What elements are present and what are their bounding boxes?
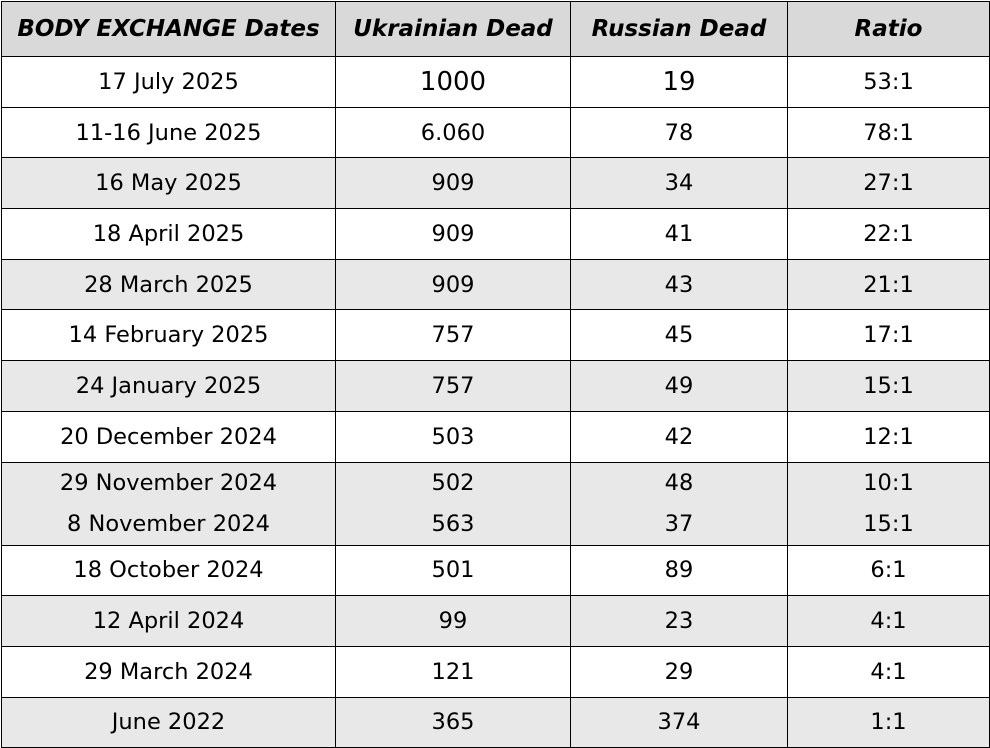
cell-russian: 43 [571,259,788,310]
table-row-merged [2,462,990,545]
cell-ratio: 1:1 [788,697,990,748]
cell-ukrainian: 909 [336,158,571,209]
cell-date: 29 March 2024 [2,646,336,697]
table-row [2,646,990,697]
cell-ratio: 17:1 [788,310,990,361]
cell-ratio: 27:1 [788,158,990,209]
table-row [2,697,990,748]
cell-russian: 41 [571,209,788,260]
cell-ukrainian: 757 [336,310,571,361]
cell-russian: 49 [571,361,788,412]
cell-russian: 19 [571,57,788,108]
cell-date: 20 December 2024 [2,411,336,462]
table-row [2,259,990,310]
cell-date: June 2022 [2,697,336,748]
cell-russian: 89 [571,545,788,596]
cell-russian: 374 [571,697,788,748]
cell-ukrainian: 99 [336,596,571,647]
cell-ukrainian [336,462,571,545]
cell-ukrainian: 501 [336,545,571,596]
cell-ratio: 78:1 [788,107,990,158]
table-header-row [2,2,990,57]
cell-ukrainian: 909 [336,259,571,310]
cell-ukrainian-line: 563 [431,510,475,537]
header-ukrainian-dead: Ukrainian Dead [336,2,571,57]
table-row [2,411,990,462]
table-row [2,596,990,647]
cell-ukrainian: 6.060 [336,107,571,158]
cell-russian: 42 [571,411,788,462]
cell-russian [571,462,788,545]
cell-ukrainian: 909 [336,209,571,260]
table-row [2,310,990,361]
body-exchange-table [1,1,990,748]
cell-date: 12 April 2024 [2,596,336,647]
cell-ratio: 6:1 [788,545,990,596]
cell-ratio [788,462,990,545]
table-row [2,545,990,596]
cell-ratio: 22:1 [788,209,990,260]
table-row [2,107,990,158]
cell-ukrainian-line: 502 [431,469,475,496]
cell-ratio: 12:1 [788,411,990,462]
cell-ratio-line: 10:1 [863,469,914,496]
table-row [2,158,990,209]
cell-ukrainian: 121 [336,646,571,697]
cell-date: 18 October 2024 [2,545,336,596]
cell-date: 14 February 2025 [2,310,336,361]
cell-ratio-line: 15:1 [863,510,914,537]
cell-date: 11-16 June 2025 [2,107,336,158]
cell-ratio: 4:1 [788,596,990,647]
cell-russian-line: 37 [664,510,694,537]
cell-date [2,462,336,545]
cell-ukrainian: 1000 [336,57,571,108]
cell-ratio: 21:1 [788,259,990,310]
header-dates: BODY EXCHANGE Dates [2,2,336,57]
cell-ratio: 4:1 [788,646,990,697]
table-row [2,57,990,108]
cell-date-line: 29 November 2024 [59,469,278,496]
cell-ratio: 15:1 [788,361,990,412]
cell-ukrainian: 365 [336,697,571,748]
cell-russian: 29 [571,646,788,697]
cell-date: 16 May 2025 [2,158,336,209]
cell-russian-line: 48 [664,469,694,496]
cell-date: 18 April 2025 [2,209,336,260]
cell-date: 17 July 2025 [2,57,336,108]
cell-ratio: 53:1 [788,57,990,108]
cell-ukrainian: 503 [336,411,571,462]
cell-date: 28 March 2025 [2,259,336,310]
header-ratio: Ratio [788,2,990,57]
cell-russian: 45 [571,310,788,361]
cell-russian: 34 [571,158,788,209]
cell-russian: 23 [571,596,788,647]
table-row [2,361,990,412]
table-row [2,209,990,260]
cell-date-line: 8 November 2024 [67,510,270,537]
cell-date: 24 January 2025 [2,361,336,412]
header-russian-dead: Russian Dead [571,2,788,57]
cell-russian: 78 [571,107,788,158]
cell-ukrainian: 757 [336,361,571,412]
